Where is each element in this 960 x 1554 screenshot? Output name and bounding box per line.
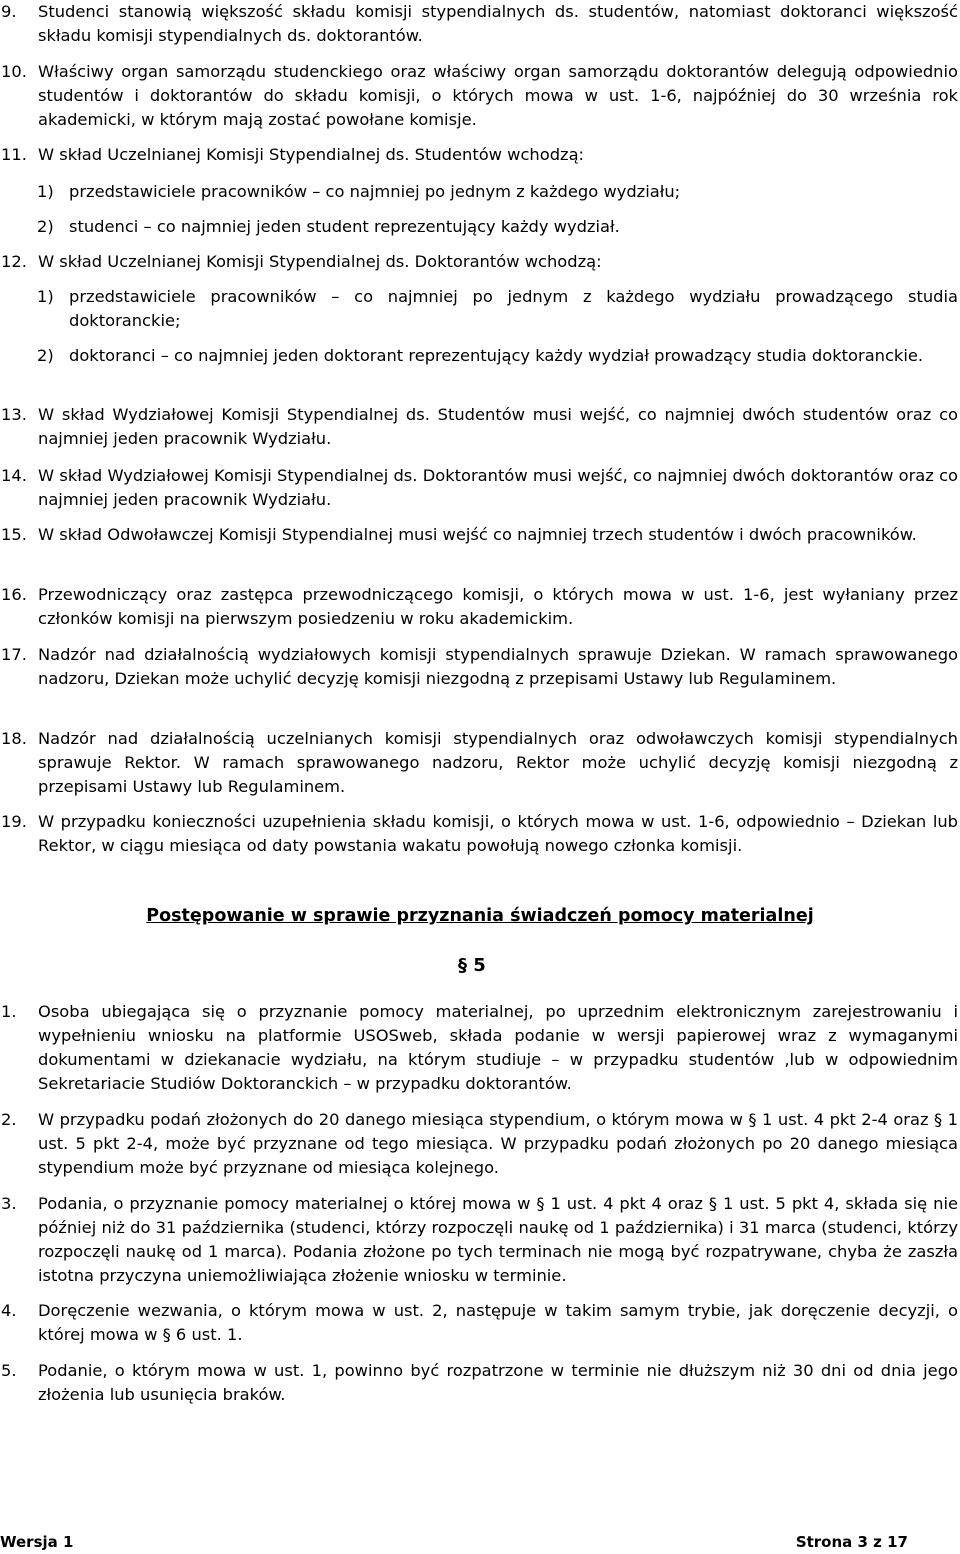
item-number: 11. xyxy=(1,145,27,164)
list-item xyxy=(0,583,958,631)
list-item xyxy=(0,1108,958,1180)
item-number: 9. xyxy=(1,2,17,21)
item-text: W skład Odwoławczej Komisji Stypendialnej musi wejść co najmniej trzech studentów i dwóch pracowników. xyxy=(38,525,917,544)
item-text: Podanie, o którym mowa w ust. 1, powinno być rozpatrzone w terminie nie dłuższym niż 30 dni od dnia jego złożenia lub usunięcia braków. xyxy=(38,1361,958,1404)
item-number: 1. xyxy=(1,1002,17,1021)
section-heading: Postępowanie w sprawie przyznania świadczeń pomocy materialnej xyxy=(146,906,814,926)
list-item xyxy=(0,143,958,167)
item-number: 12. xyxy=(1,252,27,271)
list-item xyxy=(0,523,958,547)
item-number: 10. xyxy=(1,62,27,81)
item-number: 16. xyxy=(1,585,27,604)
sub-item-number: 1) xyxy=(37,287,54,306)
sub-item xyxy=(37,180,958,204)
section-number: § 5 xyxy=(458,955,486,976)
item-text: W przypadku podań złożonych do 20 danego miesiąca stypendium, o którym mowa w § 1 ust. 4 pkt 2-4 oraz § 1 ust. 5 pkt 2-4, może być przyznane od tego miesiąca. W przypadku podań złożonych po 20 danego miesiąca stypendium może być przyznane od miesiąca kolejnego. xyxy=(38,1110,958,1177)
item-text: W skład Wydziałowej Komisji Stypendialnej ds. Studentów musi wejść, co najmniej dwóch studentów oraz co najmniej jeden pracownik Wydziału. xyxy=(38,405,958,448)
item-number: 5. xyxy=(1,1361,17,1380)
list-item xyxy=(0,60,958,132)
footer-version: Wersja 1 xyxy=(0,1533,74,1551)
sub-item xyxy=(37,344,958,368)
item-text: Nadzór nad działalnością wydziałowych komisji stypendialnych sprawuje Dziekan. W ramach sprawowanego nadzoru, Dziekan może uchylić decyzję komisji niezgodną z przepisami Ustawy lub Regulaminem. xyxy=(38,645,958,688)
list-item xyxy=(0,1359,958,1407)
item-number: 3. xyxy=(1,1194,17,1213)
item-number: 13. xyxy=(1,405,27,424)
sub-item-number: 2) xyxy=(37,217,54,236)
item-number: 2. xyxy=(1,1110,17,1129)
sub-item-number: 2) xyxy=(37,346,54,365)
sub-item-number: 1) xyxy=(37,182,54,201)
list-item xyxy=(0,403,958,451)
item-number: 18. xyxy=(1,729,27,748)
item-number: 14. xyxy=(1,466,27,485)
list-item xyxy=(0,1000,958,1096)
item-number: 19. xyxy=(1,812,27,831)
item-text: W skład Uczelnianej Komisji Stypendialnej ds. Studentów wchodzą: xyxy=(38,145,585,164)
list-item xyxy=(0,1192,958,1288)
item-text: W skład Uczelnianej Komisji Stypendialnej ds. Doktorantów wchodzą: xyxy=(38,252,602,271)
item-number: 17. xyxy=(1,645,27,664)
sub-item-text: przedstawiciele pracowników – co najmniej po jednym z każdego wydziału prowadzącego studia doktoranckie; xyxy=(69,287,958,330)
list-item xyxy=(0,464,958,512)
item-text: Właściwy organ samorządu studenckiego oraz właściwy organ samorządu doktorantów delegują odpowiednio studentów i doktorantów do składu komisji, o których mowa w ust. 1-6, najpóźniej do 30 września rok akademicki, w którym mają zostać powołane komisje. xyxy=(38,62,958,129)
item-text: Podania, o przyznanie pomocy materialnej o której mowa w § 1 ust. 4 pkt 4 oraz § 1 ust. 5 pkt 4, składa się nie później niż do 31 października (studenci, którzy rozpoczęli naukę od 1 października) i 31 marca (studenci, którzy rozpoczęli naukę od 1 marca). Podania złożone po tych terminach nie mogą być rozpatrywane, chyba że zaszła istotna przyczyna uniemożliwiająca złożenie wniosku w terminie. xyxy=(38,1194,958,1285)
footer-page-number: Strona 3 z 17 xyxy=(795,1533,908,1551)
item-text: Studenci stanowią większość składu komisji stypendialnych ds. studentów, natomiast doktoranci większość składu komisji stypendialnych ds. doktorantów. xyxy=(38,2,958,45)
sub-item xyxy=(37,215,958,239)
item-text: Doręczenie wezwania, o którym mowa w ust. 2, następuje w takim samym trybie, jak doręczenie decyzji, o której mowa w § 6 ust. 1. xyxy=(38,1301,958,1344)
sub-item xyxy=(37,285,958,333)
list-item xyxy=(0,1299,958,1347)
sub-item-text: przedstawiciele pracowników – co najmniej po jednym z każdego wydziału; xyxy=(69,182,681,201)
item-text: W przypadku konieczności uzupełnienia składu komisji, o których mowa w ust. 1-6, odpowiednio – Dziekan lub Rektor, w ciągu miesiąca od daty powstania wakatu powołują nowego członka komisji. xyxy=(38,812,958,855)
item-text: Osoba ubiegająca się o przyznanie pomocy materialnej, po uprzednim elektronicznym zarejestrowaniu i wypełnieniu wniosku na platformie USOSweb, składa podanie w wersji papierowej wraz z wymaganymi dokumentami w dziekanacie wydziału, na którym studiuje – w przypadku studentów ,lub w odpowiednim Sekretariacie Studiów Doktoranckich – w przypadku doktorantów. xyxy=(38,1002,958,1093)
list-item xyxy=(0,643,958,691)
item-text: Nadzór nad działalnością uczelnianych komisji stypendialnych oraz odwoławczych komisji stypendialnych sprawuje Rektor. W ramach sprawowanego nadzoru, Rektor może uchylić decyzję komisji niezgodną z przepisami Ustawy lub Regulaminem. xyxy=(38,729,958,796)
sub-item-text: studenci – co najmniej jeden student reprezentujący każdy wydział. xyxy=(69,217,620,236)
item-number: 15. xyxy=(1,525,27,544)
sub-item-text: doktoranci – co najmniej jeden doktorant reprezentujący każdy wydział prowadzący studia doktoranckie. xyxy=(69,346,924,365)
list-item xyxy=(0,810,958,858)
list-item xyxy=(0,727,958,799)
item-number: 4. xyxy=(1,1301,17,1320)
item-text: Przewodniczący oraz zastępca przewodniczącego komisji, o których mowa w ust. 1-6, jest wyłaniany przez członków komisji na pierwszym posiedzeniu w roku akademickim. xyxy=(38,585,958,628)
list-item xyxy=(0,250,958,274)
list-item xyxy=(0,0,958,48)
item-text: W skład Wydziałowej Komisji Stypendialnej ds. Doktorantów musi wejść, co najmniej dwóch doktorantów oraz co najmniej jeden pracownik Wydziału. xyxy=(38,466,958,509)
